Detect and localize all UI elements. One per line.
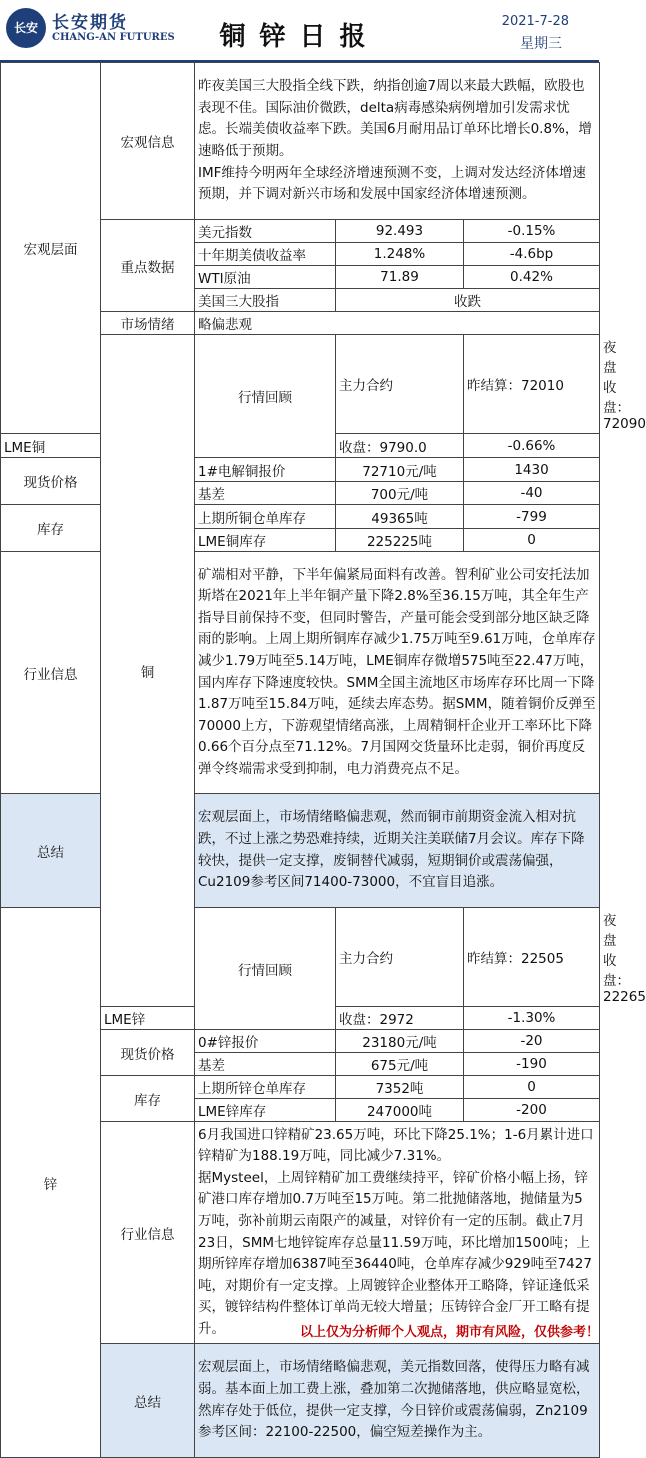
table-cell: 昨结算：72010 — [464, 335, 600, 434]
table-cell: 0 — [464, 529, 600, 552]
sentiment-label: 市场情绪 — [101, 312, 195, 335]
table-cell: 0#锌报价 — [195, 1030, 336, 1053]
key-data-value: 92.493 — [336, 220, 464, 243]
zinc-industry-text: 6月我国进口锌精矿23.65万吨，环比下降25.1%；1-6月累计进口锌精矿为188.19万吨，同比减少7.31%。 据Mysteel，上周锌精矿加工费继续持平，锌矿价格小幅上扬，锌矿港口库存增加0.7万吨至15万吨。第二批抛储落地，抛储量为5万吨，弥补前期云南限产的减量，对锌价有一定的压制。截止7月23日，SMM七地锌锭库存总量11.59万吨，环比增加1500吨；上期所锌库存增加6387吨至36440吨，仓单库存减少929吨至7427吨，对期价有一定支撑。上周镀锌企业整体开工略降，锌证逢低采买，镀锌结构件整体订单尚无较大增量；压铸锌合金厂开工略有提升。 — [195, 1122, 600, 1344]
table-cell: -1.30% — [464, 1007, 600, 1030]
copper-summary-text: 宏观层面上，市场情绪略偏悲观，然而铜市前期资金流入相对抗跌，不过上涨之势恐难持续，近期关注美联储7月会议。库存下降较快，提供一定支撑，废铜替代减弱，短期铜价或震荡偏强，Cu2109参考区间71400-73000，不宜盲目追涨。 — [195, 794, 600, 908]
table-cell: 昨结算：22505 — [464, 908, 600, 1007]
copper-industry-label: 行业信息 — [1, 552, 101, 794]
table-cell: 700元/吨 — [336, 482, 464, 505]
report-date: 2021-7-28 — [501, 14, 569, 29]
table-cell: 23180元/吨 — [336, 1030, 464, 1053]
key-data-change: -0.15% — [464, 220, 600, 243]
table-cell: 收盘：2972 — [336, 1007, 464, 1030]
table-cell: 247000吨 — [336, 1099, 464, 1122]
table-cell: 675元/吨 — [336, 1053, 464, 1076]
sentiment-value: 略偏悲观 — [195, 312, 600, 335]
macro-section-label: 宏观层面 — [1, 63, 101, 434]
table-cell: 基差 — [195, 1053, 336, 1076]
report-header — [0, 0, 599, 62]
key-data-change: 0.42% — [464, 266, 600, 289]
key-data-value: 71.89 — [336, 266, 464, 289]
copper-spot-label: 现货价格 — [1, 458, 101, 505]
key-data-name: 美元指数 — [195, 220, 336, 243]
zinc-industry-label: 行业信息 — [101, 1122, 195, 1344]
table-cell: -200 — [464, 1099, 600, 1122]
table-cell: -190 — [464, 1053, 600, 1076]
zinc-summary-label: 总结 — [101, 1344, 195, 1458]
table-cell: 7352吨 — [336, 1076, 464, 1099]
table-cell: 49365吨 — [336, 505, 464, 529]
copper-industry-text: 矿端相对平静，下半年偏紧局面料有改善。智利矿业公司安托法加斯塔在2021年上半年铜产量下降2.8%至36.15万吨，其全年生产指导目前保持不变，但同时警告，产量可能会受到部分地区缺乏降雨的影响。上周上期所铜库存减少1.75万吨至9.61万吨，仓单库存减少1.79万吨至5.14万吨，LME铜库存微增575吨至22.47万吨，国内库存下降速度较快。SMM全国主流地区市场库存环比周一下降1.87万吨至15.84万吨，延续去库态势。据SMM，随着铜价反弹至70000上方，下游观望情绪高涨，上周精铜杆企业开工率环比下降0.66个百分点至71.12%。7月国网交货量环比走弱，铜价再度反弹令终端需求受到抑制，电力消费亮点不足。 — [195, 552, 600, 794]
key-data-value: 收跌 — [336, 289, 600, 312]
macro-info-label: 宏观信息 — [101, 63, 195, 220]
table-cell: -20 — [464, 1030, 600, 1053]
key-data-change: -4.6bp — [464, 243, 600, 266]
key-data-name: 十年期美债收益率 — [195, 243, 336, 266]
report-table: 宏观层面 宏观信息 昨夜美国三大股指全线下跌，纳指创逾7周以来最大跌幅，欧股也表现不佳。国际油价微跌，delta病毒感染病例增加引发需求忧虑。长端美债收益率下跌。美国6月耐用品订单环比增长0.8%，增速略低于预期。 IMF维持今明两年全球经济增速预测不变，上调对发达经济体增速预期，并下调对新兴市场和发展中国家经济体增速预测。 重点数据 美元指数 92.493 -0.15% 十年期美债收益率 1.248% -4.6bp WTI原油 71.89 0.42% 美国三大股指 收跌 市场情绪 略偏悲观 铜 行情回顾 主力合约 昨结算：72010 夜盘收盘：72090 LME铜 收盘：9790.0 -0.66% 现货价格 1#电解铜报价 72710元/吨 1430 基差 700元/吨 -40 库存 上期所铜仓单库存 49365吨 -799 LME铜库存 225225吨 0 行业信息 矿端相对平静，下半年偏紧局面料有改善。智利矿业公司安托法加斯塔在2021年上半年铜产量下降2.8%至36.15万吨，其全年生产指导目前保持不变，但同时警告，产量可能会受到部分地区缺乏降雨的影响。上周上期所铜库存减少1.75万吨至9.61万吨，仓单库存减少1.79万吨至5.14万吨，LME铜库存微增575吨至22.47万吨，国内库存下降速度较快。SMM全国主流地区市场库存环比周一下降1.87万吨至15.84万吨，延续去库态势。据SMM，随着铜价反弹至70000上方，下游观望情绪高涨，上周精铜杆企业开工率环比下降0.66个百分点至71.12%。7月国网交货量环比走弱，铜价再度反弹令终端需求受到抑制，电力消费亮点不足。 总结 宏观层面上，市场情绪略偏悲观，然而铜市前期资金流入相对抗跌，不过上涨之势恐难持续，近期关注美联储7月会议。库存下降较快，提供一定支撑，废铜替代减弱，短期铜价或震荡偏强，Cu2109参考区间71400-73000，不宜盲目追涨。 锌 行情回顾 主力合约 昨结算：22505 夜盘收盘：22265 LME锌 收盘：2972 -1.30% 现货价格 0#锌报价 23180元/吨 -20 基差 675元/吨 -190 库存 上期所锌仓单库存 7352吨 0 LME锌库存 247000吨 -200 行业信息 6月我国进口锌精矿23.65万吨，环比下降25.1%；1-6月累计进口锌精矿为188.19万吨，同比减少7.31%。 据Mysteel，上周锌精矿加工费继续持平，锌矿价格小幅上扬，锌矿港口库存增加0.7万吨至15万吨。第二批抛储落地，抛储量为5万吨，弥补前期云南限产的减量，对锌价有一定的压制。截止7月23日，SMM七地锌锭库存总量11.59万吨，环比增加1500吨；上期所锌库存增加6387吨至36440吨，仓单库存减少929吨至7427吨，对期价有一定支撑。上周镀锌企业整体开工略降，锌证逢低采买，镀锌结构件整体订单尚无较大增量；压铸锌合金厂开工略有提升。 总结 宏观层面上，市场情绪略偏悲观，美元指数回落，使得压力略有减弱。基本面上加工费上涨，叠加第二次抛储落地，供应略显宽松，然库存处于低位，提供一定支撑，今日锌价或震荡偏弱，Zn2109参考区间：22100-22500，偏空短差操作为主。 — [0, 62, 600, 1458]
table-cell: -0.66% — [464, 434, 600, 458]
macro-info-text: 昨夜美国三大股指全线下跌，纳指创逾7周以来最大跌幅，欧股也表现不佳。国际油价微跌，delta病毒感染病例增加引发需求忧虑。长端美债收益率下跌。美国6月耐用品订单环比增长0.8%，增速略低于预期。 IMF维持今明两年全球经济增速预测不变，上调对发达经济体增速预期，并下调对新兴市场和发展中国家经济体增速预测。 — [195, 63, 600, 220]
key-data-value: 1.248% — [336, 243, 464, 266]
table-cell: -40 — [464, 482, 600, 505]
table-cell: 主力合约 — [336, 908, 464, 1007]
zinc-spot-label: 现货价格 — [101, 1030, 195, 1076]
table-cell: -799 — [464, 505, 600, 529]
zinc-stock-label: 库存 — [101, 1076, 195, 1122]
key-data-label: 重点数据 — [101, 220, 195, 312]
company-name-en: CHANG-AN FUTURES — [52, 32, 175, 43]
table-cell: LME铜 — [1, 434, 101, 458]
report-weekday: 星期三 — [520, 36, 562, 52]
table-cell: LME锌 — [101, 1007, 195, 1030]
table-cell: 上期所锌仓单库存 — [195, 1076, 336, 1099]
table-cell: 1#电解铜报价 — [195, 458, 336, 482]
copper-stock-label: 库存 — [1, 505, 101, 552]
table-cell: 收盘：9790.0 — [336, 434, 464, 458]
copper-section-label: 铜 — [101, 335, 195, 1007]
table-cell: 上期所铜仓单库存 — [195, 505, 336, 529]
key-data-name: WTI原油 — [195, 266, 336, 289]
table-cell: 0 — [464, 1076, 600, 1099]
key-data-name: 美国三大股指 — [195, 289, 336, 312]
table-cell: 72710元/吨 — [336, 458, 464, 482]
table-cell: 1430 — [464, 458, 600, 482]
company-logo-icon: 长安 — [6, 8, 46, 48]
company-name-cn: 长安期货 — [52, 13, 128, 33]
copper-review-label: 行情回顾 — [195, 335, 336, 458]
table-cell: 基差 — [195, 482, 336, 505]
report-title: 铜锌日报 — [219, 22, 380, 52]
table-cell: 225225吨 — [336, 529, 464, 552]
zinc-summary-text: 宏观层面上，市场情绪略偏悲观，美元指数回落，使得压力略有减弱。基本面上加工费上涨，叠加第二次抛储落地，供应略显宽松，然库存处于低位，提供一定支撑，今日锌价或震荡偏弱，Zn2109参考区间：22100-22500，偏空短差操作为主。 — [195, 1344, 600, 1458]
disclaimer-footer: 以上仅为分析师个人观点，期市有风险，仅供参考！ — [299, 1325, 599, 1340]
table-cell: LME锌库存 — [195, 1099, 336, 1122]
table-cell: 主力合约 — [336, 335, 464, 434]
copper-summary-label: 总结 — [1, 794, 101, 908]
zinc-review-label: 行情回顾 — [195, 908, 336, 1030]
table-cell: LME铜库存 — [195, 529, 336, 552]
zinc-section-label: 锌 — [1, 908, 101, 1458]
